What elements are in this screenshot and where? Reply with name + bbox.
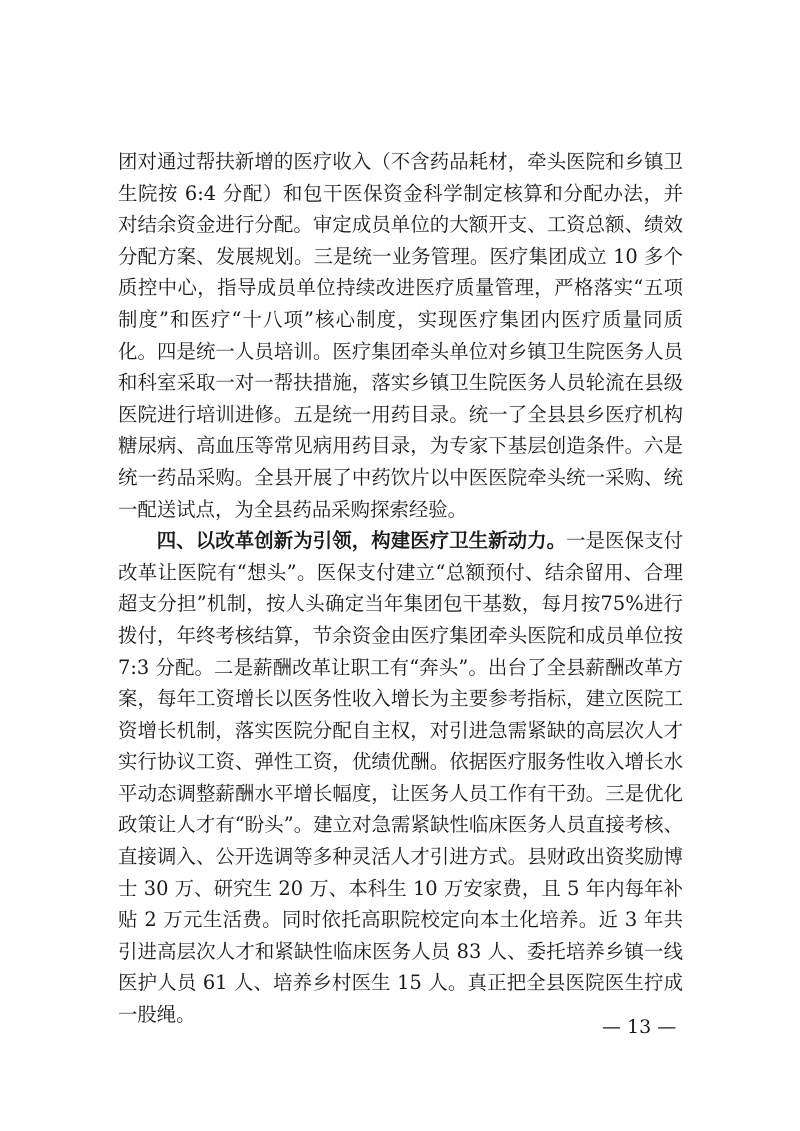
page-number: — 13 — [602, 1016, 677, 1038]
body-paragraph [118, 525, 683, 1031]
body-paragraph: 团对通过帮扶新增的医疗收入（不含药品耗材，牵头医院和乡镇卫生院按 6:4 分配）和包干医保资金科学制定核算和分配办法，并对结余资金进行分配。审定成员单位的大额开支、工资总额、绩效分配方案、发展规划。三是统一业务管理。医疗集团成立 10 多个质控中心，指导成员单位持续改进医疗质量管理，严格落实“五项制度”和医疗“十八项”核心制度，实现医疗集团内医疗质量同质化。四是统一人员培训。医疗集团牵头单位对乡镇卫生院医务人员和科室采取一对一帮扶措施，落实乡镇卫生院医务人员轮流在县级医院进行培训进修。五是统一用药目录。统一了全县县乡医疗机构糖尿病、高血压等常见病用药目录，为专家下基层创造条件。六是统一药品采购。全县开展了中药饮片以中医医院牵头统一采购、统一配送试点，为全县药品采购探索经验。 [118, 150, 684, 521]
section-heading: 四、以改革创新为引领，构建医疗卫生新动力。 [156, 529, 567, 553]
body-text [118, 146, 683, 1031]
section-body-text: 一是医保支付改革让医院有“想头”。医保支付建立“总额预付、结余留用、合理超支分担”机制，按人头确定当年集团包干基数，每月按75%进行拨付，年终考核结算，节余资金由医疗集团牵头医院和成员单位按 7:3 分配。二是薪酬改革让职工有“奔头”。出台了全县薪酬改革方案，每年工资增长以医务性收入增长为主要参考指标，建立医院工资增长机制，落实医院分配自主权，对引进急需紧缺的高层次人才实行协议工资、弹性工资，优绩优酬。依据医疗服务性收入增长水平动态调整薪酬水平增长幅度，让医务人员工作有干劲。三是优化政策让人才有“盼头”。建立对急需紧缺性临床医务人员直接考核、直接调入、公开选调等多种灵活人才引进方式。县财政出资奖励博士 30 万、研究生 20 万、本科生 10 万安家费，且 5 年内每年补贴 2 万元生活费。同时依托高职院校定向本土化培养。近 3 年共引进高层次人才和紧缺性临床医务人员 83 人、委托培养乡镇一线医护人员 61 人、培养乡村医生 15 人。真正把全县医院医生拧成一股绳。 [118, 529, 684, 1027]
